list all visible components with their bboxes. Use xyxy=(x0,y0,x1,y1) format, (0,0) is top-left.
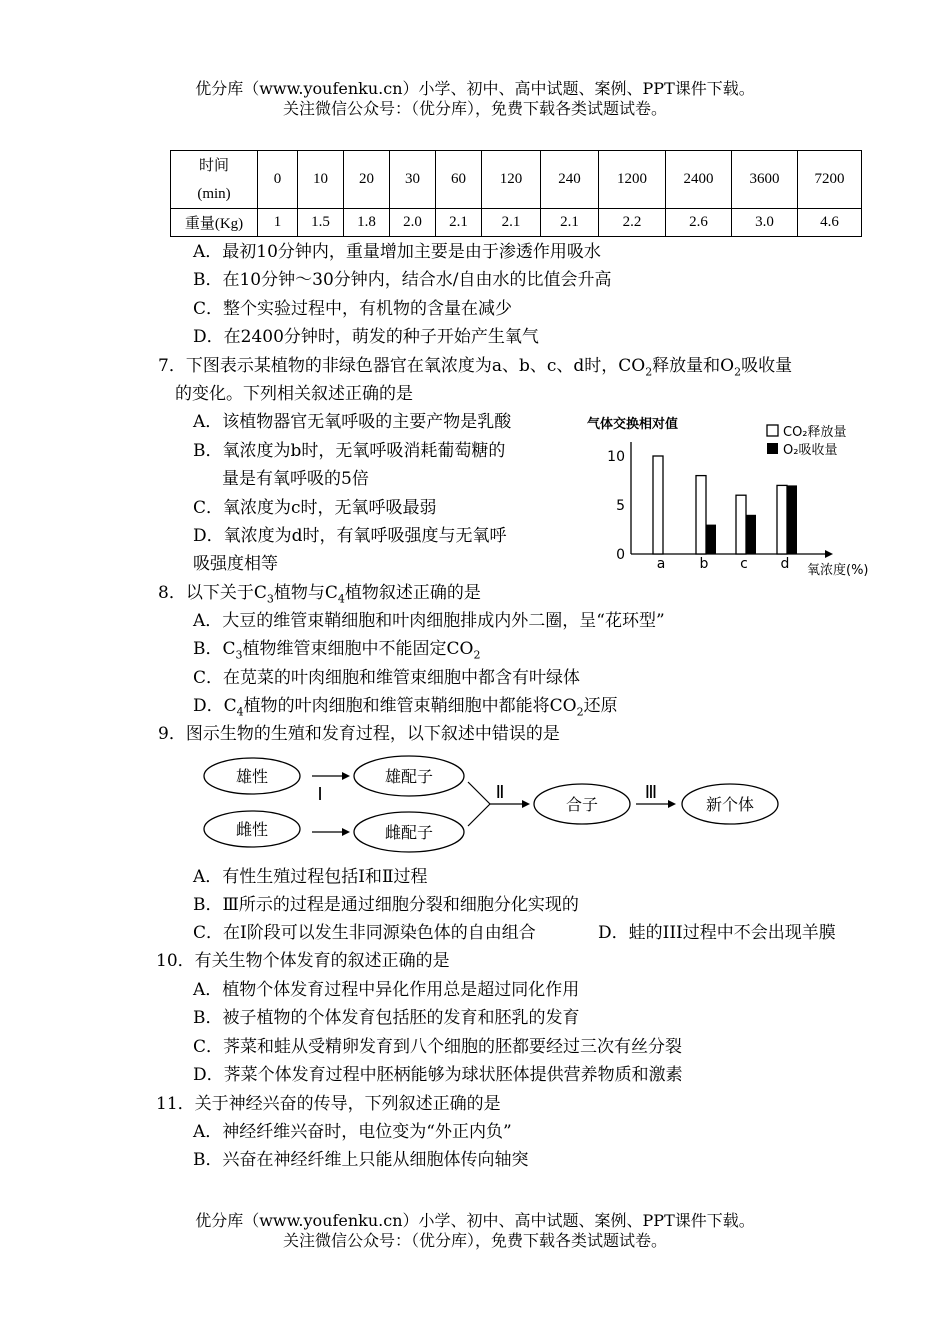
table-cell: 20 xyxy=(344,151,390,209)
q7-option-d-line-2: 吸强度相等 xyxy=(193,554,278,574)
q8-stem-part-3: 植物叙述正确的是 xyxy=(344,583,481,603)
subscript: 2 xyxy=(576,705,584,719)
q7-option-b-line-1: B．氧浓度为b时，无氧呼吸消耗葡萄糖的 xyxy=(193,441,506,461)
male-gamete-label: 雄配子 xyxy=(384,767,434,786)
reproduction-diagram xyxy=(200,754,790,858)
time-unit: (min) xyxy=(197,185,231,202)
q7-stem-part-2: 释放量和O xyxy=(652,356,735,376)
x-tick-label: a xyxy=(656,556,666,572)
co2-bar-d xyxy=(777,485,787,554)
merge-line-top xyxy=(468,782,490,804)
table-cell: 1200 xyxy=(599,151,666,209)
q8-option-c: C．在苋菜的叶肉细胞和维管束细胞中都含有叶绿体 xyxy=(193,668,581,688)
q7-option-c: C．氧浓度为c时，无氧呼吸最弱 xyxy=(193,498,437,518)
subscript: 4 xyxy=(337,592,345,606)
weight-header-cell: 重量(Kg) xyxy=(171,209,258,237)
table-cell: 3.0 xyxy=(732,209,798,237)
table-cell: 2.2 xyxy=(599,209,666,237)
q10-option-d: D．荠菜个体发育过程中胚柄能够为球状胚体提供营养物质和激素 xyxy=(193,1065,683,1085)
time-header-cell xyxy=(171,151,258,209)
q7-stem-part-3: 吸收量 xyxy=(741,356,793,376)
table-cell: 1.5 xyxy=(298,209,344,237)
co2-bar-b xyxy=(696,476,706,554)
q8-stem-part-1: 8．以下关于C xyxy=(158,583,267,603)
time-label: 时间 xyxy=(198,157,229,174)
q7-stem-part-1: 7．下图表示某植物的非绿色器官在氧浓度为a、b、c、d时，CO xyxy=(158,356,646,376)
q8-option-a: A．大豆的维管束鞘细胞和叶肉细胞排成内外二圈，呈“花环型” xyxy=(193,611,665,631)
table-cell: 2.0 xyxy=(390,209,436,237)
page-header-line-2: 关注微信公众号：（优分库），免费下载各类试题试卷。 xyxy=(282,99,667,118)
female-label: 雌性 xyxy=(235,820,269,839)
subscript: 3 xyxy=(266,592,274,606)
table-cell: 2.1 xyxy=(482,209,541,237)
legend-co2-swatch xyxy=(767,425,778,436)
q8-option-b-part-2: 植物维管束细胞中不能固定CO xyxy=(242,639,474,659)
x-axis-label: 氧浓度(%) xyxy=(807,563,869,578)
arrow-head xyxy=(668,800,676,808)
q8-option-d xyxy=(193,695,618,723)
arrow-head xyxy=(342,828,350,836)
legend-co2-label: CO₂释放量 xyxy=(783,425,847,440)
gas-exchange-chart xyxy=(585,412,890,582)
o2-bar-d xyxy=(787,485,797,554)
page-footer-line-1: 优分库（www.youfenku.cn）小学、初中、高中试题、案例、PPT课件下载。 xyxy=(195,1211,755,1230)
x-tick-label: d xyxy=(780,556,790,572)
q8-option-d-part-2: 植物的叶肉细胞和维管束鞘细胞中都能将CO xyxy=(243,696,577,716)
q7-option-d-line-1: D．氧浓度为d时，有氧呼吸强度与无氧呼 xyxy=(193,526,507,546)
table-cell: 2.1 xyxy=(541,209,599,237)
merge-line-bottom xyxy=(468,804,490,826)
step-3-label: Ⅲ xyxy=(644,782,658,802)
arrow-head xyxy=(522,800,530,808)
subscript: 4 xyxy=(236,705,244,719)
table-cell: 3600 xyxy=(732,151,798,209)
table-cell: 10 xyxy=(298,151,344,209)
q9-option-a: A．有性生殖过程包括Ⅰ和Ⅱ过程 xyxy=(193,867,428,887)
o2-bar-b xyxy=(706,525,716,554)
q7-option-a: A．该植物器官无氧呼吸的主要产物是乳酸 xyxy=(193,412,512,432)
q8-stem-part-2: 植物与C xyxy=(273,583,338,603)
q7-stem-line-2: 的变化。下列相关叙述正确的是 xyxy=(175,384,413,404)
arrow-head xyxy=(342,772,350,780)
table-cell: 1.8 xyxy=(344,209,390,237)
q11-option-a: A．神经纤维兴奋时，电位变为“外正内负” xyxy=(193,1122,512,1142)
y-tick-label: 0 xyxy=(616,547,625,563)
female-gamete-label: 雌配子 xyxy=(384,823,434,842)
q10-option-b: B．被子植物的个体发育包括胚的发育和胚乳的发育 xyxy=(193,1008,580,1028)
q10-option-c: C．荠菜和蛙从受精卵发育到八个细胞的胚都要经过三次有丝分裂 xyxy=(193,1037,683,1057)
table-cell: 7200 xyxy=(798,151,862,209)
seed-weight-table xyxy=(170,150,862,237)
step-2-label: Ⅱ xyxy=(495,782,505,802)
table-cell: 0 xyxy=(258,151,298,209)
q11-stem: 11．关于神经兴奋的传导，下列叙述正确的是 xyxy=(156,1094,501,1114)
legend-o2-label: O₂吸收量 xyxy=(783,443,838,458)
zygote-label: 合子 xyxy=(565,795,599,814)
x-tick-label: b xyxy=(699,556,709,572)
q8-option-d-part-1: D．C xyxy=(193,696,237,716)
q6-option-b: B．在10分钟～30分钟内，结合水/自由水的比值会升高 xyxy=(193,270,612,290)
q9-option-d: D．蛙的III过程中不会出现羊膜 xyxy=(598,923,836,943)
page-footer-line-2: 关注微信公众号：（优分库），免费下载各类试题试卷。 xyxy=(282,1231,667,1250)
x-tick-label: c xyxy=(740,556,748,572)
q10-stem: 10．有关生物个体发育的叙述正确的是 xyxy=(156,951,450,971)
table-cell: 2400 xyxy=(666,151,732,209)
table-cell: 60 xyxy=(436,151,482,209)
table-cell: 4.6 xyxy=(798,209,862,237)
q6-option-d: D．在2400分钟时，萌发的种子开始产生氧气 xyxy=(193,327,539,347)
y-tick-label: 10 xyxy=(607,449,625,465)
chart-title: 气体交换相对值 xyxy=(587,417,679,432)
y-tick-label: 5 xyxy=(616,498,625,514)
x-axis-arrow xyxy=(825,550,833,558)
table-cell: 2.6 xyxy=(666,209,732,237)
o2-bar-c xyxy=(746,515,756,554)
subscript: 2 xyxy=(734,365,742,379)
new-individual-label: 新个体 xyxy=(705,795,755,814)
subscript: 2 xyxy=(473,648,481,662)
subscript: 2 xyxy=(645,365,653,379)
q9-option-c: C．在I阶段可以发生非同源染色体的自由组合 xyxy=(193,923,536,943)
male-label: 雄性 xyxy=(235,767,269,786)
q8-option-d-part-3: 还原 xyxy=(583,696,618,716)
q8-option-b xyxy=(193,638,480,666)
q9-option-b: B．Ⅲ所示的过程是通过细胞分裂和细胞分化实现的 xyxy=(193,895,579,915)
page-header-line-1: 优分库（www.youfenku.cn）小学、初中、高中试题、案例、PPT课件下载。 xyxy=(195,79,755,98)
q6-option-c: C．整个实验过程中，有机物的含量在减少 xyxy=(193,299,513,319)
q8-stem xyxy=(158,582,481,610)
table-cell: 1 xyxy=(258,209,298,237)
table-cell: 120 xyxy=(482,151,541,209)
table-cell: 2.1 xyxy=(436,209,482,237)
weight-row xyxy=(171,209,862,237)
q9-stem: 9．图示生物的生殖和发育过程，以下叙述中错误的是 xyxy=(158,724,560,744)
legend-o2-swatch xyxy=(767,443,778,454)
q7-option-b-line-2: 量是有氧呼吸的5倍 xyxy=(222,469,369,489)
q11-option-b: B．兴奋在神经纤维上只能从细胞体传向轴突 xyxy=(193,1150,529,1170)
co2-bar-c xyxy=(736,495,746,554)
table-cell: 240 xyxy=(541,151,599,209)
q7-stem-line-1 xyxy=(158,355,792,383)
q6-option-a: A．最初10分钟内，重量增加主要是由于渗透作用吸水 xyxy=(193,242,601,262)
subscript: 3 xyxy=(235,648,243,662)
step-1-label: Ⅰ xyxy=(317,784,323,804)
q10-option-a: A．植物个体发育过程中异化作用总是超过同化作用 xyxy=(193,980,580,1000)
table-cell: 30 xyxy=(390,151,436,209)
time-row xyxy=(171,151,862,209)
co2-bar-a xyxy=(653,456,663,554)
q8-option-b-part-1: B．C xyxy=(193,639,236,659)
